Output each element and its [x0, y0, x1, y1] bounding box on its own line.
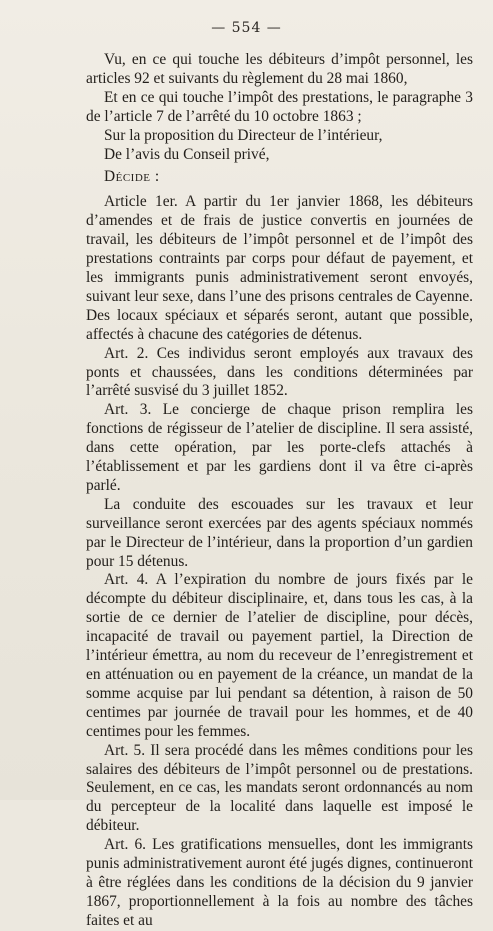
article-4: Art. 4. A l’expiration du nombre de jours fixés par le décompte du débiteur disciplinaire, et, dans tous les cas, à la sortie de ce dernier de l’atelier de discipline, pour décès, incapacité de travail ou payement partiel, la Direction de l’intérieur émettra, au nom du receveur de l’enregistrement et en atténuation ou en payement de la créance, un mandat de la somme acquise par lui pendant sa détention, à raison de 50 centimes par journée de travail pour les hommes, et de 40 centimes pour les femmes.: [86, 571, 473, 740]
paragraph-vu-impot-personnel: Vu, en ce qui touche les débiteurs d’impôt personnel, les articles 92 et suivants du règlement du 28 mai 1860,: [86, 51, 473, 87]
page-number: — 554 —: [211, 20, 282, 36]
article-6: Art. 6. Les gratifications mensuelles, dont les immigrants punis administrativement auront été jugés dignes, continueront à être réglées dans les conditions de la décision du 9 janvier 1867, proportionnellement à la fois au nombre des tâches faites et au: [86, 836, 473, 929]
paragraph-avis-conseil: De l’avis du Conseil privé,: [104, 145, 270, 163]
paragraph-conduite-escouades: La conduite des escouades sur les travaux et leur surveillance seront exercées par des agents spéciaux nommés par le Directeur de l’intérieur, dans la proportion d’un gardien pour 15 détenus.: [86, 495, 473, 570]
body-text: [86, 51, 473, 931]
article-3: Art. 3. Le concierge de chaque prison remplira les fonctions de régisseur de l’atelier de discipline. Il sera assisté, dans cette opération, par les porte-clefs attachés à l’établissement et par les gardiens dont il va être ci-après parlé.: [86, 401, 473, 494]
article-5: Art. 5. Il sera procédé dans les mêmes conditions pour les salaires des débiteurs de l’impôt personnel ou de prestations. Seulement, en ce cas, les mandats seront ordonnancés au nom du percepteur de la localité dans laquelle est imposé le débiteur.: [86, 741, 473, 835]
decide-heading: [86, 168, 473, 187]
paragraph-impot-prestations: Et en ce qui touche l’impôt des prestations, le paragraphe 3 de l’article 7 de l’arrêté du 10 octobre 1863 ;: [86, 88, 473, 125]
paragraph-proposition-directeur: Sur la proposition du Directeur de l’intérieur,: [104, 126, 383, 144]
decide-label: Décide :: [104, 168, 160, 186]
article-2: Art. 2. Ces individus seront employés aux travaux des ponts et chaussées, dans les conditions déterminées par l’arrêté susvisé du 3 juillet 1852.: [86, 344, 473, 400]
article-1: Article 1er. A partir du 1er janvier 1868, les débiteurs d’amendes et de frais de justice convertis en journées de travail, les débiteurs de l’impôt personnel et de l’impôt des prestations contraints par corps pour défaut de payement, et les immigrants punis administrativement seront envoyés, suivant leur sexe, dans l’une des prisons centrales de Cayenne. Des locaux spéciaux et séparés seront, autant que possible, affectés à chacune des catégories de détenus.: [86, 193, 473, 343]
